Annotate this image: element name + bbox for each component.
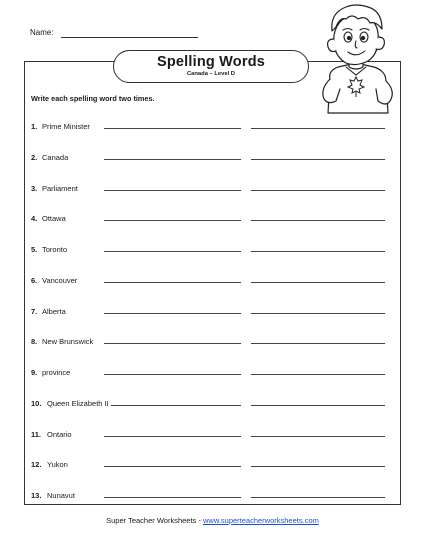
footer bbox=[0, 516, 425, 525]
page-title: Spelling Words bbox=[156, 54, 266, 70]
word-row bbox=[0, 399, 425, 413]
word-row bbox=[0, 460, 425, 474]
spelling-word: New Brunswick bbox=[42, 337, 94, 347]
write-line-1[interactable] bbox=[104, 251, 241, 252]
word-row bbox=[0, 337, 425, 351]
word-row bbox=[0, 214, 425, 228]
word-row bbox=[0, 368, 425, 382]
spelling-word: Queen Elizabeth II bbox=[47, 398, 109, 408]
word-number: 8. bbox=[31, 337, 38, 347]
word-number: 5. bbox=[31, 245, 38, 254]
write-line-2[interactable] bbox=[251, 343, 385, 344]
instruction-text: Write each spelling word two times. bbox=[31, 94, 155, 103]
footer-link[interactable]: www.superteacherworksheets.com bbox=[202, 516, 319, 525]
word-row bbox=[0, 122, 425, 136]
write-line-2[interactable] bbox=[251, 159, 385, 160]
write-line-2[interactable] bbox=[251, 374, 385, 375]
write-line-1[interactable] bbox=[104, 497, 241, 498]
word-number: 11. bbox=[31, 429, 42, 439]
word-row bbox=[0, 184, 425, 198]
word-number: 9. bbox=[31, 368, 38, 377]
word-number: 12. bbox=[31, 460, 42, 470]
write-line-1[interactable] bbox=[104, 128, 241, 129]
name-label: Name: bbox=[30, 28, 54, 37]
write-line-1[interactable] bbox=[104, 466, 241, 467]
write-line-2[interactable] bbox=[251, 405, 385, 406]
word-row bbox=[0, 153, 425, 167]
write-line-1[interactable] bbox=[111, 405, 241, 406]
word-number: 13. bbox=[31, 491, 42, 500]
spelling-word: Yukon bbox=[47, 460, 68, 470]
word-row bbox=[0, 245, 425, 259]
spelling-word: province bbox=[42, 368, 71, 377]
word-row bbox=[0, 307, 425, 321]
word-row bbox=[0, 491, 425, 505]
write-line-1[interactable] bbox=[104, 313, 241, 314]
spelling-word: Canada bbox=[42, 152, 69, 162]
word-number: 10. bbox=[31, 398, 42, 408]
footer-text: Super Teacher Worksheets - bbox=[106, 516, 203, 525]
spelling-word: Ontario bbox=[47, 429, 72, 439]
write-line-2[interactable] bbox=[251, 251, 385, 252]
write-line-1[interactable] bbox=[104, 159, 241, 160]
word-row bbox=[0, 276, 425, 290]
write-line-2[interactable] bbox=[251, 282, 385, 283]
spelling-word: Nunavut bbox=[47, 491, 75, 500]
write-line-2[interactable] bbox=[251, 128, 385, 129]
write-line-2[interactable] bbox=[251, 220, 385, 221]
spelling-word: Toronto bbox=[42, 245, 68, 254]
word-number: 4. bbox=[31, 214, 38, 224]
spelling-word: Alberta bbox=[42, 306, 66, 316]
word-number: 1. bbox=[31, 122, 38, 131]
write-line-2[interactable] bbox=[251, 313, 385, 314]
write-line-1[interactable] bbox=[104, 343, 241, 344]
spelling-word: Vancouver bbox=[42, 275, 78, 285]
write-line-1[interactable] bbox=[104, 282, 241, 283]
word-number: 2. bbox=[31, 152, 38, 162]
write-line-2[interactable] bbox=[251, 436, 385, 437]
write-line-1[interactable] bbox=[104, 374, 241, 375]
word-row bbox=[0, 430, 425, 444]
spelling-word: Prime Minister bbox=[42, 122, 90, 131]
write-line-1[interactable] bbox=[104, 220, 241, 221]
write-line-2[interactable] bbox=[251, 190, 385, 191]
spelling-word: Parliament bbox=[42, 183, 78, 193]
word-number: 6. bbox=[31, 275, 38, 285]
write-line-1[interactable] bbox=[104, 190, 241, 191]
write-line-1[interactable] bbox=[104, 436, 241, 437]
write-line-2[interactable] bbox=[251, 466, 385, 467]
word-number: 3. bbox=[31, 183, 38, 193]
page-subtitle: Canada – Level D bbox=[186, 71, 235, 77]
write-line-2[interactable] bbox=[251, 497, 385, 498]
word-number: 7. bbox=[31, 306, 38, 316]
spelling-word: Ottawa bbox=[42, 214, 66, 224]
